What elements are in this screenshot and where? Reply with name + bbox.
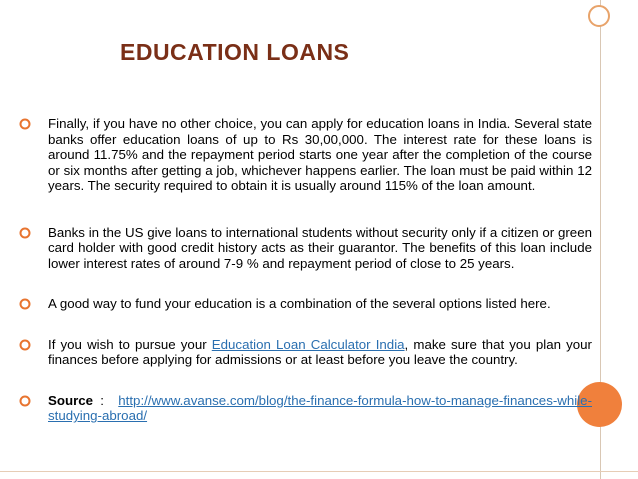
hollow-circle-bullet-icon <box>18 394 32 408</box>
hollow-circle-bullet-icon <box>18 226 32 240</box>
education-loan-calculator-link[interactable]: Education Loan Calculator India <box>211 336 405 352</box>
bullet-item <box>18 337 592 368</box>
source-link[interactable]: http://www.avanse.com/blog/the-finance-formula-how-to-manage-finances-while-studying-abroad/ <box>48 392 592 423</box>
bullet-list <box>18 116 592 424</box>
hollow-circle-bullet-icon <box>18 297 32 311</box>
bullet-text-before: If you wish to pursue your <box>48 336 212 352</box>
bullet-item <box>18 116 592 194</box>
source-label: Source <box>48 392 94 408</box>
bullet-item <box>18 225 592 272</box>
hollow-circle-bullet-icon <box>18 117 32 131</box>
bullet-text: Banks in the US give loans to international students without security only if a citizen or green card holder with good credit history acts as their guarantor. The benefits of this loan include lower interest rates of around 7-9 % and repayment period of close to 25 years. <box>48 224 592 271</box>
hollow-circle-bullet-icon <box>18 338 32 352</box>
decorative-ring-icon <box>588 5 610 27</box>
bottom-divider <box>0 471 638 472</box>
bullet-item-source <box>18 393 592 424</box>
bullet-text: Finally, if you have no other choice, you can apply for education loans in India. Several state banks offer education loans of up to Rs 30,00,000. The interest rate for these loans is around 11.75% and the repayment period starts one year after the completion of the course or six months after getting a job, whichever happens earlier. The loan must be paid within 12 years. The security required to obtain it is usually around 115% of the loan amount. <box>48 116 592 193</box>
bullet-text: A good way to fund your education is a combination of the several options listed here. <box>48 296 551 311</box>
source-separator: : <box>93 392 119 408</box>
bullet-text-after: , make sure that you plan your finances before applying for admissions or at least before you leave the country. <box>48 336 592 367</box>
bullet-item <box>18 296 592 312</box>
slide-title: EDUCATION LOANS <box>120 39 350 65</box>
